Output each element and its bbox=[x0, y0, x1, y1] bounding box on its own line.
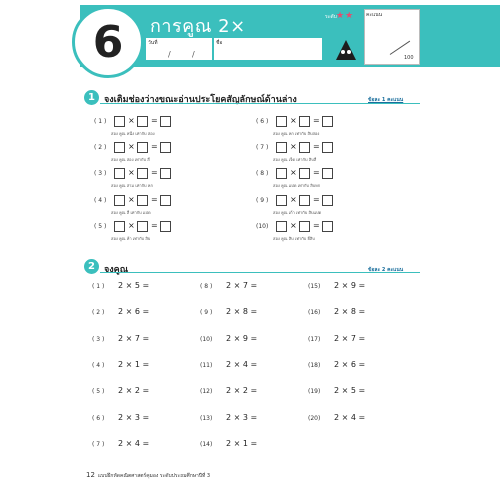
equals-symbol: = bbox=[151, 142, 158, 151]
answer-box[interactable] bbox=[322, 195, 333, 206]
equals-symbol: = bbox=[313, 168, 320, 177]
item-index: ( 7 ) bbox=[92, 440, 105, 448]
item-index: (17) bbox=[308, 335, 321, 343]
reading-text: สอง คูณ สี่ เท่ากับ แปด bbox=[111, 210, 151, 215]
multiplication-item[interactable] bbox=[200, 334, 257, 343]
lesson-title: การคูณ 2× bbox=[150, 16, 246, 37]
reading-text: สอง คูณ เจ็ด เท่ากับ สิบสี่ bbox=[273, 157, 317, 162]
equals-symbol: = bbox=[151, 116, 158, 125]
item-index: ( 4 ) bbox=[92, 361, 105, 369]
answer-box[interactable] bbox=[322, 221, 333, 232]
multiplication-item[interactable] bbox=[92, 307, 149, 316]
multiplication-item[interactable] bbox=[200, 360, 257, 369]
answer-box[interactable] bbox=[299, 116, 310, 127]
item-index: (12) bbox=[200, 388, 213, 396]
multiplication-expression: 2 × 4 = bbox=[334, 412, 366, 422]
item-index: ( 8 ) bbox=[200, 283, 213, 290]
equals-symbol: = bbox=[313, 116, 320, 125]
item-index: ( 7 ) bbox=[256, 144, 269, 151]
multiplication-expression: 2 × 1 = bbox=[226, 438, 258, 448]
answer-box[interactable] bbox=[322, 168, 333, 179]
reading-text: สอง คูณ สาม เท่ากับ หก bbox=[111, 183, 153, 188]
answer-box[interactable] bbox=[114, 221, 125, 232]
fill-item bbox=[256, 142, 386, 166]
multiplication-item[interactable] bbox=[200, 307, 257, 316]
answer-box[interactable] bbox=[160, 142, 171, 153]
item-index: (16) bbox=[308, 309, 321, 317]
item-index: (19) bbox=[308, 388, 321, 396]
item-index: ( 4 ) bbox=[94, 197, 107, 204]
answer-box[interactable] bbox=[299, 168, 310, 179]
fill-item bbox=[256, 116, 386, 140]
section-2-title: จงคูณ bbox=[104, 265, 129, 275]
multiplication-expression: 2 × 4 = bbox=[226, 359, 258, 369]
item-index: ( 3 ) bbox=[92, 335, 105, 343]
answer-box[interactable] bbox=[322, 142, 333, 153]
level-label: ระดับ bbox=[325, 14, 337, 20]
section-2-number: 2 bbox=[84, 259, 99, 274]
answer-box[interactable] bbox=[276, 168, 287, 179]
multiplication-item[interactable] bbox=[308, 360, 365, 369]
book-title: แบบฝึกหัดคณิตศาสตร์คุมอง ระดับประถมศึกษาปีที่ 3 bbox=[97, 473, 211, 479]
multiplication-item[interactable] bbox=[92, 360, 149, 369]
multiplication-item[interactable] bbox=[200, 281, 257, 290]
item-index: (20) bbox=[308, 414, 321, 422]
item-index: ( 1 ) bbox=[94, 118, 107, 125]
multiplication-item[interactable] bbox=[92, 281, 149, 290]
equals-symbol: = bbox=[313, 221, 320, 230]
name-label: ชื่อ bbox=[216, 40, 223, 46]
item-index: ( 5 ) bbox=[94, 223, 107, 230]
multiplication-expression: 2 × 5 = bbox=[118, 281, 150, 290]
section-1-title: จงเติมช่องว่างขณะอ่านประโยคสัญลักษณ์ด้านล่าง bbox=[104, 95, 297, 105]
equals-symbol: = bbox=[151, 221, 158, 230]
answer-box[interactable] bbox=[276, 116, 287, 127]
answer-box[interactable] bbox=[160, 195, 171, 206]
date-separator: / bbox=[192, 50, 195, 59]
answer-box[interactable] bbox=[114, 195, 125, 206]
multiplication-item[interactable] bbox=[200, 386, 257, 395]
multiplication-item[interactable] bbox=[92, 334, 149, 343]
multiplication-item[interactable] bbox=[92, 386, 149, 395]
answer-box[interactable] bbox=[137, 221, 148, 232]
answer-box[interactable] bbox=[114, 142, 125, 153]
item-index: ( 3 ) bbox=[94, 170, 107, 177]
multiplication-item[interactable] bbox=[308, 413, 365, 422]
item-index: ( 8 ) bbox=[256, 170, 269, 177]
answer-box[interactable] bbox=[299, 142, 310, 153]
section-1-divider bbox=[100, 103, 420, 104]
times-symbol: × bbox=[128, 116, 135, 125]
page-number: 12 bbox=[86, 471, 95, 479]
lesson-number: 6 bbox=[72, 6, 144, 78]
mascot-eye-icon bbox=[347, 50, 351, 54]
fill-item bbox=[256, 221, 386, 245]
fill-item bbox=[94, 195, 224, 219]
mascot-eye-icon bbox=[341, 50, 345, 54]
answer-box[interactable] bbox=[276, 195, 287, 206]
fill-item bbox=[94, 168, 224, 192]
reading-text: สอง คูณ ห้า เท่ากับ สิบ bbox=[111, 236, 151, 241]
multiplication-expression: 2 × 2 = bbox=[118, 386, 150, 396]
item-index: (14) bbox=[200, 440, 213, 448]
answer-box[interactable] bbox=[299, 221, 310, 232]
times-symbol: × bbox=[290, 142, 297, 151]
item-index: (15) bbox=[308, 283, 321, 290]
date-separator: / bbox=[168, 50, 171, 59]
times-symbol: × bbox=[128, 168, 135, 177]
multiplication-expression: 2 × 3 = bbox=[118, 412, 150, 422]
equals-symbol: = bbox=[151, 168, 158, 177]
multiplication-expression: 2 × 3 = bbox=[226, 412, 258, 422]
times-symbol: × bbox=[128, 221, 135, 230]
answer-box[interactable] bbox=[137, 142, 148, 153]
reading-text: สอง คูณ สิบ เท่ากับ ยี่สิบ bbox=[273, 236, 315, 241]
multiplication-item[interactable] bbox=[92, 413, 149, 422]
multiplication-expression: 2 × 9 = bbox=[334, 281, 366, 290]
answer-box[interactable] bbox=[276, 142, 287, 153]
item-index: (10) bbox=[200, 335, 213, 343]
reading-text: สอง คูณ สอง เท่ากับ สี่ bbox=[111, 157, 150, 162]
answer-box[interactable] bbox=[276, 221, 287, 232]
reading-text: สอง คูณ แปด เท่ากับ สิบหก bbox=[273, 183, 321, 188]
score-label: คะแนน bbox=[366, 12, 383, 18]
answer-box[interactable] bbox=[160, 168, 171, 179]
item-index: ( 1 ) bbox=[92, 283, 105, 290]
answer-box[interactable] bbox=[160, 116, 171, 127]
answer-box[interactable] bbox=[137, 116, 148, 127]
multiplication-expression: 2 × 5 = bbox=[334, 386, 366, 396]
name-field[interactable] bbox=[214, 38, 322, 60]
answer-box[interactable] bbox=[299, 195, 310, 206]
reading-text: สอง คูณ หนึ่ง เท่ากับ สอง bbox=[111, 131, 155, 136]
multiplication-expression: 2 × 6 = bbox=[118, 307, 150, 317]
fill-item bbox=[94, 142, 224, 166]
page-footer bbox=[86, 471, 210, 480]
times-symbol: × bbox=[290, 116, 297, 125]
equals-symbol: = bbox=[151, 195, 158, 204]
answer-box[interactable] bbox=[322, 116, 333, 127]
multiplication-expression: 2 × 6 = bbox=[334, 359, 366, 369]
item-index: (11) bbox=[200, 361, 213, 369]
times-symbol: × bbox=[290, 195, 297, 204]
item-index: (13) bbox=[200, 414, 213, 422]
times-symbol: × bbox=[290, 168, 297, 177]
equals-symbol: = bbox=[313, 142, 320, 151]
multiplication-expression: 2 × 4 = bbox=[118, 438, 150, 448]
multiplication-item[interactable] bbox=[92, 439, 149, 448]
reading-text: สอง คูณ เก้า เท่ากับ สิบแปด bbox=[273, 210, 322, 215]
item-index: ( 6 ) bbox=[256, 118, 269, 125]
difficulty-stars-icon: ★★ bbox=[336, 11, 355, 21]
multiplication-item[interactable] bbox=[308, 281, 365, 290]
multiplication-expression: 2 × 9 = bbox=[226, 333, 258, 343]
fill-item bbox=[94, 221, 224, 245]
multiplication-expression: 2 × 8 = bbox=[226, 307, 258, 317]
times-symbol: × bbox=[290, 221, 297, 230]
multiplication-expression: 2 × 1 = bbox=[118, 359, 150, 369]
multiplication-item[interactable] bbox=[200, 413, 257, 422]
item-index: ( 9 ) bbox=[200, 309, 213, 317]
answer-box[interactable] bbox=[137, 195, 148, 206]
multiplication-item[interactable] bbox=[200, 439, 257, 448]
score-total: 100 bbox=[404, 55, 414, 61]
section-1-points: ข้อละ 1 คะแนน bbox=[368, 97, 404, 103]
section-2-points: ข้อละ 2 คะแนน bbox=[368, 267, 404, 273]
multiplication-expression: 2 × 7 = bbox=[118, 333, 150, 343]
answer-box[interactable] bbox=[137, 168, 148, 179]
times-symbol: × bbox=[128, 142, 135, 151]
fill-item bbox=[256, 168, 386, 192]
answer-box[interactable] bbox=[114, 116, 125, 127]
answer-box[interactable] bbox=[114, 168, 125, 179]
section-1-number: 1 bbox=[84, 90, 99, 105]
multiplication-item[interactable] bbox=[308, 386, 365, 395]
multiplication-expression: 2 × 8 = bbox=[334, 307, 366, 317]
reading-text: สอง คูณ หก เท่ากับ สิบสอง bbox=[273, 131, 320, 136]
item-index: ( 6 ) bbox=[92, 414, 105, 422]
date-label: วันที่ bbox=[148, 40, 158, 46]
equals-symbol: = bbox=[313, 195, 320, 204]
multiplication-expression: 2 × 7 = bbox=[334, 333, 366, 343]
item-index: ( 2 ) bbox=[92, 309, 105, 317]
answer-box[interactable] bbox=[160, 221, 171, 232]
item-index: ( 9 ) bbox=[256, 197, 269, 204]
item-index: (10) bbox=[256, 223, 269, 230]
multiplication-item[interactable] bbox=[308, 334, 365, 343]
multiplication-expression: 2 × 7 = bbox=[226, 281, 258, 290]
times-symbol: × bbox=[128, 195, 135, 204]
item-index: ( 2 ) bbox=[94, 144, 107, 151]
fill-item bbox=[94, 116, 224, 140]
item-index: ( 5 ) bbox=[92, 388, 105, 396]
multiplication-expression: 2 × 2 = bbox=[226, 386, 258, 396]
item-index: (18) bbox=[308, 361, 321, 369]
fill-item bbox=[256, 195, 386, 219]
mascot-icon bbox=[336, 40, 356, 60]
multiplication-item[interactable] bbox=[308, 307, 365, 316]
section-2-divider bbox=[100, 272, 420, 273]
